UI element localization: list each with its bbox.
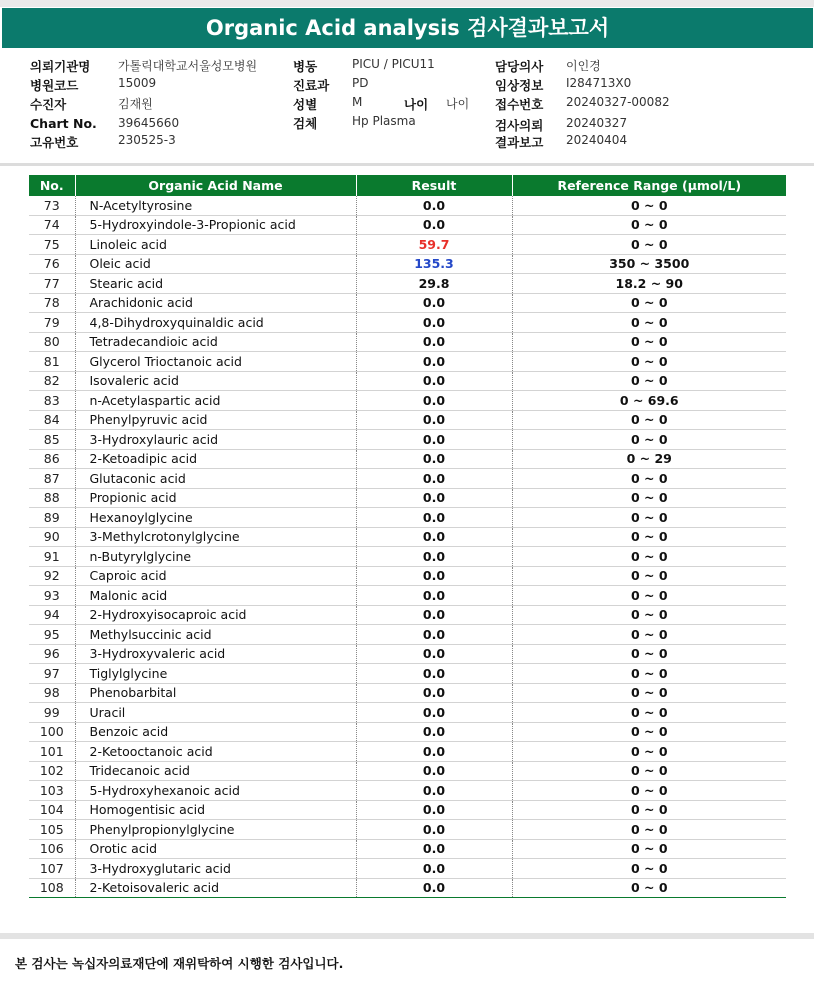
info-label-request-date: 검사의뢰 bbox=[495, 118, 544, 133]
info-label-age: 나이 bbox=[404, 97, 429, 112]
info-label-report-date: 결과보고 bbox=[495, 135, 544, 150]
row-no: 79 bbox=[29, 313, 75, 333]
row-reference: 0 ~ 0 bbox=[512, 547, 786, 567]
row-no: 98 bbox=[29, 683, 75, 703]
info-value-hospital-code: 15009 bbox=[118, 76, 157, 90]
row-name: n-Butyrylglycine bbox=[75, 547, 356, 567]
row-result: 29.8 bbox=[356, 274, 512, 294]
row-result: 0.0 bbox=[356, 781, 512, 801]
table-row bbox=[29, 859, 786, 879]
table-row bbox=[29, 527, 786, 547]
row-no: 97 bbox=[29, 664, 75, 684]
row-reference: 0 ~ 0 bbox=[512, 605, 786, 625]
table-row bbox=[29, 722, 786, 742]
info-value-sex: M bbox=[352, 95, 363, 109]
row-no: 87 bbox=[29, 469, 75, 489]
row-no: 86 bbox=[29, 449, 75, 469]
results-body bbox=[29, 196, 786, 898]
info-label-department: 진료과 bbox=[293, 78, 330, 93]
row-result: 0.0 bbox=[356, 722, 512, 742]
row-name: Malonic acid bbox=[75, 586, 356, 606]
row-reference: 0 ~ 0 bbox=[512, 664, 786, 684]
info-label-institution: 의뢰기관명 bbox=[30, 59, 91, 74]
row-reference: 0 ~ 0 bbox=[512, 703, 786, 723]
row-no: 91 bbox=[29, 547, 75, 567]
row-result: 0.0 bbox=[356, 820, 512, 840]
row-result: 0.0 bbox=[356, 664, 512, 684]
info-value-unique-no: 230525-3 bbox=[118, 133, 176, 147]
row-reference: 0 ~ 0 bbox=[512, 742, 786, 762]
table-row bbox=[29, 215, 786, 235]
row-reference: 0 ~ 0 bbox=[512, 878, 786, 898]
row-no: 80 bbox=[29, 332, 75, 352]
row-reference: 0 ~ 0 bbox=[512, 488, 786, 508]
row-reference: 0 ~ 0 bbox=[512, 859, 786, 879]
row-no: 77 bbox=[29, 274, 75, 294]
row-name: Oleic acid bbox=[75, 254, 356, 274]
row-reference: 0 ~ 0 bbox=[512, 781, 786, 801]
row-name: Orotic acid bbox=[75, 839, 356, 859]
row-result: 0.0 bbox=[356, 410, 512, 430]
row-result: 0.0 bbox=[356, 625, 512, 645]
row-reference: 18.2 ~ 90 bbox=[512, 274, 786, 294]
info-label-hospital-code: 병원코드 bbox=[30, 78, 79, 93]
row-result: 0.0 bbox=[356, 644, 512, 664]
table-row bbox=[29, 293, 786, 313]
row-reference: 0 ~ 0 bbox=[512, 215, 786, 235]
row-reference: 0 ~ 69.6 bbox=[512, 391, 786, 411]
table-row bbox=[29, 586, 786, 606]
table-row bbox=[29, 449, 786, 469]
row-reference: 0 ~ 0 bbox=[512, 839, 786, 859]
row-reference: 0 ~ 0 bbox=[512, 800, 786, 820]
patient-info bbox=[0, 48, 814, 166]
row-no: 93 bbox=[29, 586, 75, 606]
row-no: 94 bbox=[29, 605, 75, 625]
row-result: 135.3 bbox=[356, 254, 512, 274]
row-name: Tridecanoic acid bbox=[75, 761, 356, 781]
info-value-report-date: 20240404 bbox=[566, 133, 628, 147]
info-label-receipt-no: 접수번호 bbox=[495, 97, 544, 112]
table-row bbox=[29, 254, 786, 274]
section-divider bbox=[0, 163, 814, 166]
row-name: Benzoic acid bbox=[75, 722, 356, 742]
row-no: 76 bbox=[29, 254, 75, 274]
row-no: 103 bbox=[29, 781, 75, 801]
table-row bbox=[29, 800, 786, 820]
row-name: Propionic acid bbox=[75, 488, 356, 508]
row-reference: 0 ~ 0 bbox=[512, 527, 786, 547]
table-row bbox=[29, 566, 786, 586]
table-row bbox=[29, 761, 786, 781]
info-value-patient: 김재원 bbox=[118, 97, 153, 111]
table-row bbox=[29, 625, 786, 645]
info-label-specimen: 검체 bbox=[293, 116, 318, 131]
table-row bbox=[29, 196, 786, 215]
table-row bbox=[29, 703, 786, 723]
row-reference: 0 ~ 0 bbox=[512, 371, 786, 391]
row-result: 0.0 bbox=[356, 878, 512, 898]
row-name: 2-Ketoisovaleric acid bbox=[75, 878, 356, 898]
row-reference: 0 ~ 0 bbox=[512, 352, 786, 372]
row-result: 0.0 bbox=[356, 352, 512, 372]
row-reference: 0 ~ 0 bbox=[512, 644, 786, 664]
row-name: Methylsuccinic acid bbox=[75, 625, 356, 645]
row-reference: 0 ~ 0 bbox=[512, 820, 786, 840]
row-result: 0.0 bbox=[356, 566, 512, 586]
table-row bbox=[29, 742, 786, 762]
table-row bbox=[29, 820, 786, 840]
table-row bbox=[29, 508, 786, 528]
table-row bbox=[29, 547, 786, 567]
info-value-department: PD bbox=[352, 76, 369, 90]
row-result: 0.0 bbox=[356, 332, 512, 352]
row-no: 81 bbox=[29, 352, 75, 372]
row-name: n-Acetylaspartic acid bbox=[75, 391, 356, 411]
row-name: 2-Ketoadipic acid bbox=[75, 449, 356, 469]
row-no: 83 bbox=[29, 391, 75, 411]
row-reference: 0 ~ 0 bbox=[512, 332, 786, 352]
row-name: Tiglylglycine bbox=[75, 664, 356, 684]
info-value-receipt-no: 20240327-00082 bbox=[566, 95, 670, 109]
row-no: 99 bbox=[29, 703, 75, 723]
report-title: Organic Acid analysis 검사결과보고서 bbox=[2, 8, 813, 48]
footer-note: 본 검사는 녹십자의료재단에 재위탁하여 시행한 검사입니다. bbox=[15, 956, 344, 971]
row-name: 3-Hydroxyvaleric acid bbox=[75, 644, 356, 664]
info-label-unique-no: 고유번호 bbox=[30, 135, 79, 150]
row-result: 0.0 bbox=[356, 313, 512, 333]
row-result: 0.0 bbox=[356, 215, 512, 235]
info-label-patient: 수진자 bbox=[30, 97, 67, 112]
row-name: 3-Hydroxylauric acid bbox=[75, 430, 356, 450]
row-no: 84 bbox=[29, 410, 75, 430]
row-reference: 0 ~ 0 bbox=[512, 313, 786, 333]
row-name: 4,8-Dihydroxyquinaldic acid bbox=[75, 313, 356, 333]
row-result: 0.0 bbox=[356, 683, 512, 703]
row-result: 0.0 bbox=[356, 196, 512, 215]
table-row bbox=[29, 605, 786, 625]
row-name: Uracil bbox=[75, 703, 356, 723]
table-row bbox=[29, 410, 786, 430]
table-row bbox=[29, 839, 786, 859]
row-no: 78 bbox=[29, 293, 75, 313]
info-value-institution: 가톨릭대학교서울성모병원 bbox=[118, 59, 258, 73]
row-no: 92 bbox=[29, 566, 75, 586]
row-reference: 0 ~ 0 bbox=[512, 683, 786, 703]
row-name: Hexanoylglycine bbox=[75, 508, 356, 528]
row-reference: 0 ~ 0 bbox=[512, 508, 786, 528]
table-row bbox=[29, 469, 786, 489]
row-no: 106 bbox=[29, 839, 75, 859]
info-label-sex: 성별 bbox=[293, 97, 318, 112]
table-row bbox=[29, 878, 786, 898]
row-result: 0.0 bbox=[356, 488, 512, 508]
row-reference: 0 ~ 29 bbox=[512, 449, 786, 469]
row-result: 0.0 bbox=[356, 391, 512, 411]
row-result: 0.0 bbox=[356, 703, 512, 723]
row-no: 100 bbox=[29, 722, 75, 742]
row-reference: 350 ~ 3500 bbox=[512, 254, 786, 274]
row-name: 3-Methylcrotonylglycine bbox=[75, 527, 356, 547]
header-result: Result bbox=[356, 175, 512, 196]
row-no: 75 bbox=[29, 235, 75, 255]
row-reference: 0 ~ 0 bbox=[512, 566, 786, 586]
table-row bbox=[29, 781, 786, 801]
table-row bbox=[29, 430, 786, 450]
table-row bbox=[29, 274, 786, 294]
row-result: 0.0 bbox=[356, 761, 512, 781]
info-value-request-date: 20240327 bbox=[566, 116, 628, 130]
top-strip bbox=[0, 0, 814, 7]
row-name: N-Acetyltyrosine bbox=[75, 196, 356, 215]
table-row bbox=[29, 664, 786, 684]
row-name: Glycerol Trioctanoic acid bbox=[75, 352, 356, 372]
info-value-chart-no: 39645660 bbox=[118, 116, 180, 130]
info-value-age: 나이 bbox=[446, 97, 470, 111]
row-result: 0.0 bbox=[356, 449, 512, 469]
row-name: Glutaconic acid bbox=[75, 469, 356, 489]
row-no: 73 bbox=[29, 196, 75, 215]
row-name: Phenylpyruvic acid bbox=[75, 410, 356, 430]
row-no: 108 bbox=[29, 878, 75, 898]
row-reference: 0 ~ 0 bbox=[512, 625, 786, 645]
row-result: 0.0 bbox=[356, 469, 512, 489]
row-no: 102 bbox=[29, 761, 75, 781]
row-result: 0.0 bbox=[356, 293, 512, 313]
row-result: 0.0 bbox=[356, 605, 512, 625]
row-no: 101 bbox=[29, 742, 75, 762]
row-reference: 0 ~ 0 bbox=[512, 586, 786, 606]
row-name: Linoleic acid bbox=[75, 235, 356, 255]
row-result: 0.0 bbox=[356, 508, 512, 528]
table-row bbox=[29, 313, 786, 333]
row-result: 0.0 bbox=[356, 371, 512, 391]
row-name: Homogentisic acid bbox=[75, 800, 356, 820]
info-label-clinical-info: 임상정보 bbox=[495, 78, 544, 93]
row-no: 85 bbox=[29, 430, 75, 450]
table-row bbox=[29, 644, 786, 664]
row-name: Arachidonic acid bbox=[75, 293, 356, 313]
row-no: 104 bbox=[29, 800, 75, 820]
row-reference: 0 ~ 0 bbox=[512, 196, 786, 215]
row-name: 2-Hydroxyisocaproic acid bbox=[75, 605, 356, 625]
row-result: 59.7 bbox=[356, 235, 512, 255]
row-no: 95 bbox=[29, 625, 75, 645]
table-header-row bbox=[29, 175, 786, 196]
table-row bbox=[29, 371, 786, 391]
row-name: 5-Hydroxyindole-3-Propionic acid bbox=[75, 215, 356, 235]
row-reference: 0 ~ 0 bbox=[512, 722, 786, 742]
header-no: No. bbox=[29, 175, 75, 196]
info-value-specimen: Hp Plasma bbox=[352, 114, 416, 128]
row-result: 0.0 bbox=[356, 586, 512, 606]
row-name: 2-Ketooctanoic acid bbox=[75, 742, 356, 762]
row-result: 0.0 bbox=[356, 742, 512, 762]
row-name: Tetradecandioic acid bbox=[75, 332, 356, 352]
info-value-clinical-info: I284713X0 bbox=[566, 76, 632, 90]
row-name: Phenobarbital bbox=[75, 683, 356, 703]
results-table bbox=[29, 175, 786, 898]
row-result: 0.0 bbox=[356, 430, 512, 450]
row-name: Isovaleric acid bbox=[75, 371, 356, 391]
table-row bbox=[29, 235, 786, 255]
row-no: 82 bbox=[29, 371, 75, 391]
row-name: 5-Hydroxyhexanoic acid bbox=[75, 781, 356, 801]
row-result: 0.0 bbox=[356, 859, 512, 879]
header-reference: Reference Range (μmol/L) bbox=[512, 175, 786, 196]
info-value-physician: 이인경 bbox=[566, 59, 601, 73]
row-result: 0.0 bbox=[356, 800, 512, 820]
row-no: 89 bbox=[29, 508, 75, 528]
footer-divider bbox=[0, 933, 814, 939]
row-no: 88 bbox=[29, 488, 75, 508]
row-reference: 0 ~ 0 bbox=[512, 293, 786, 313]
row-result: 0.0 bbox=[356, 547, 512, 567]
row-name: Stearic acid bbox=[75, 274, 356, 294]
table-row bbox=[29, 488, 786, 508]
table-row bbox=[29, 352, 786, 372]
header-name: Organic Acid Name bbox=[75, 175, 356, 196]
row-no: 105 bbox=[29, 820, 75, 840]
info-label-chart-no: Chart No. bbox=[30, 116, 97, 131]
row-no: 74 bbox=[29, 215, 75, 235]
table-row bbox=[29, 683, 786, 703]
info-label-ward: 병동 bbox=[293, 59, 318, 74]
row-reference: 0 ~ 0 bbox=[512, 430, 786, 450]
row-no: 96 bbox=[29, 644, 75, 664]
info-value-ward: PICU / PICU11 bbox=[352, 57, 435, 71]
row-reference: 0 ~ 0 bbox=[512, 235, 786, 255]
row-no: 107 bbox=[29, 859, 75, 879]
row-name: Caproic acid bbox=[75, 566, 356, 586]
row-reference: 0 ~ 0 bbox=[512, 469, 786, 489]
info-label-physician: 담당의사 bbox=[495, 59, 544, 74]
row-result: 0.0 bbox=[356, 527, 512, 547]
row-name: 3-Hydroxyglutaric acid bbox=[75, 859, 356, 879]
row-result: 0.0 bbox=[356, 839, 512, 859]
table-row bbox=[29, 332, 786, 352]
row-name: Phenylpropionylglycine bbox=[75, 820, 356, 840]
row-reference: 0 ~ 0 bbox=[512, 761, 786, 781]
row-reference: 0 ~ 0 bbox=[512, 410, 786, 430]
row-no: 90 bbox=[29, 527, 75, 547]
table-row bbox=[29, 391, 786, 411]
